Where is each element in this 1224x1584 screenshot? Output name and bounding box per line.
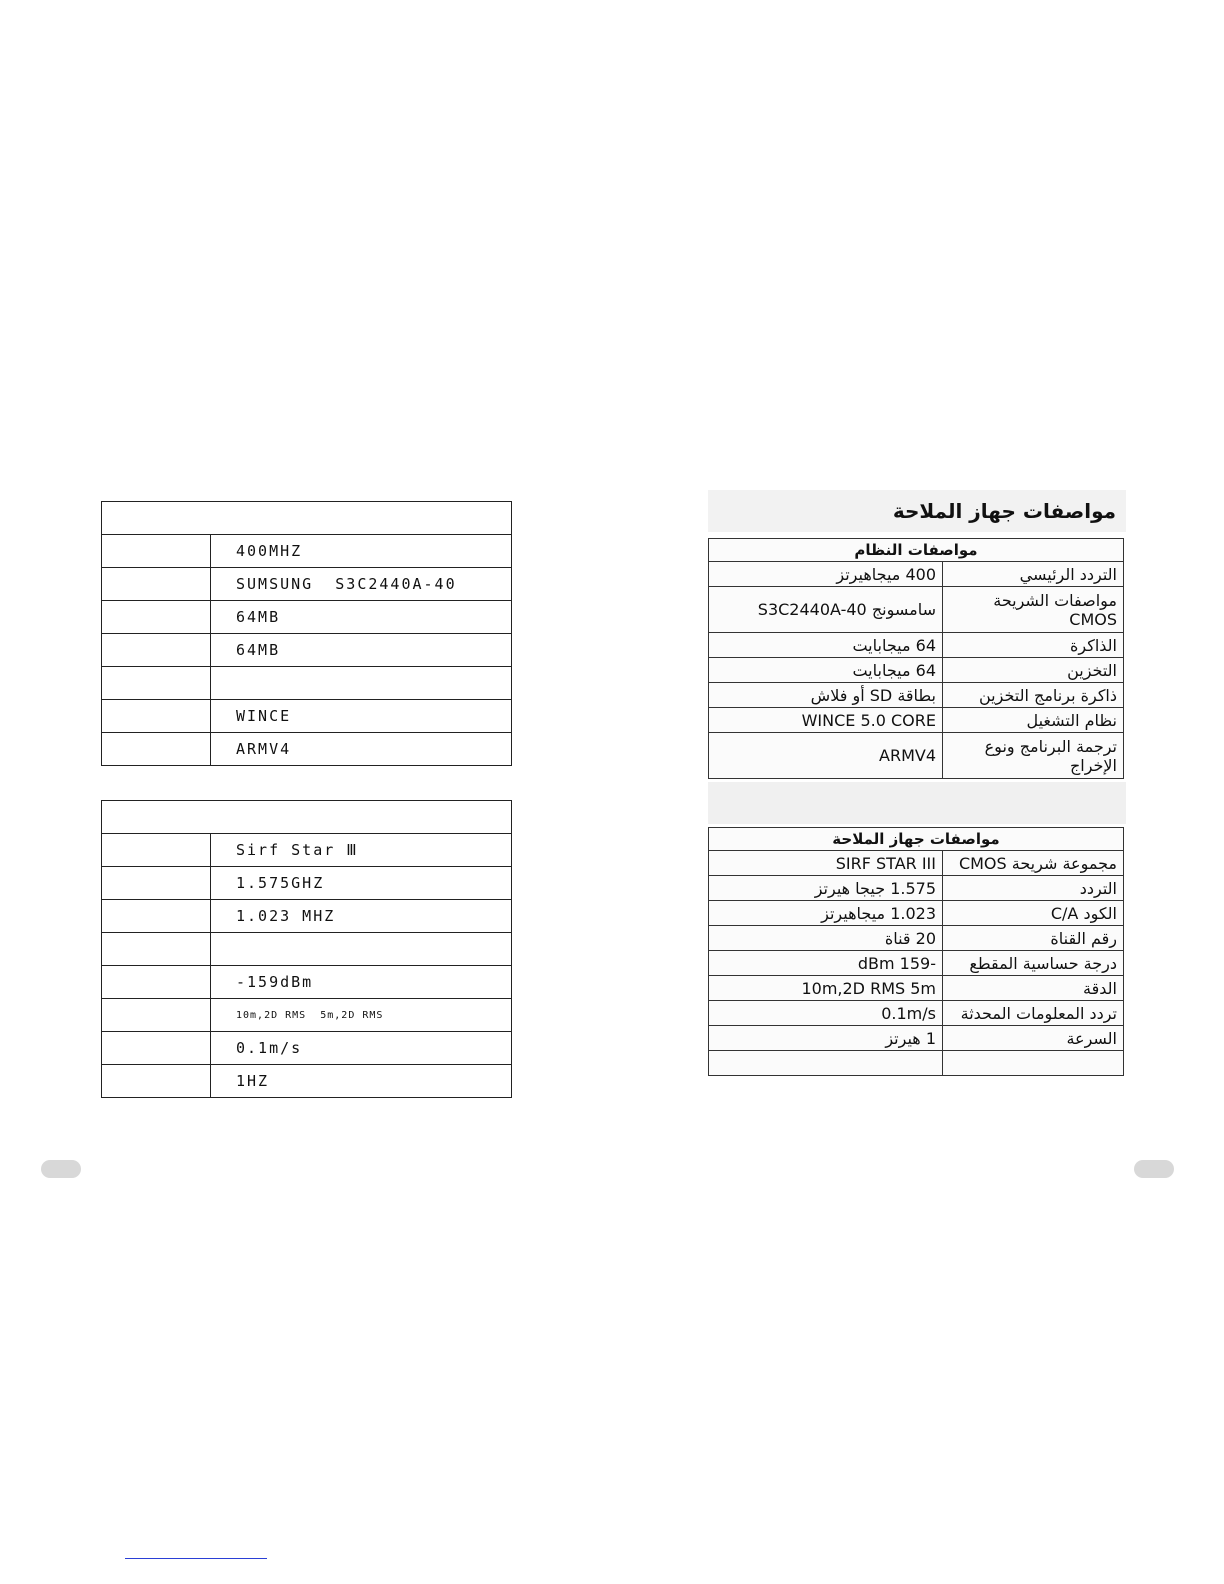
table-cell: -159dBm [211, 966, 512, 999]
table-header: مواصفات جهاز الملاحة [709, 828, 1124, 851]
table-cell [211, 667, 512, 700]
spec-key: الدقة [943, 976, 1124, 1001]
spec-value: 1.575 جيجا هيرتز [709, 876, 943, 901]
footer-underline [125, 1558, 267, 1559]
spec-value: 400 ميجاهيرتز [709, 562, 943, 587]
spec-value: بطاقة SD أو فلاش [709, 683, 943, 708]
table-cell: Sirf Star Ⅲ [211, 834, 512, 867]
system-spec-table-left [101, 501, 512, 766]
table-row [709, 683, 1124, 708]
spec-key: التردد الرئيسي [943, 562, 1124, 587]
table-row [709, 876, 1124, 901]
page-marker-right [1134, 1160, 1174, 1178]
table-row [709, 951, 1124, 976]
table-row [709, 926, 1124, 951]
table-row [709, 1026, 1124, 1051]
page-marker-left [41, 1160, 81, 1178]
table-row [102, 667, 512, 700]
table-row [102, 933, 512, 966]
spec-key: ترجمة البرنامج ونوع الإخراج [943, 733, 1124, 779]
spec-key: التردد [943, 876, 1124, 901]
table-cell: 400MHZ [211, 535, 512, 568]
spec-key: تردد المعلومات المحدثة [943, 1001, 1124, 1026]
table-cell: SUMSUNG S3C2440A-40 [211, 568, 512, 601]
spec-value: سامسونج S3C2440A-40 [709, 587, 943, 633]
table-header [102, 502, 512, 535]
table-cell [211, 933, 512, 966]
spec-value: 10m,2D RMS 5m [709, 976, 943, 1001]
spec-value [709, 1051, 943, 1076]
table-row [709, 708, 1124, 733]
table-row [709, 633, 1124, 658]
spec-value: 64 ميجابايت [709, 633, 943, 658]
page-title: مواصفات جهاز الملاحة [708, 490, 1126, 532]
table-cell: ARMV4 [211, 733, 512, 766]
gps-spec-table-left [101, 800, 512, 1098]
spec-value: 20 قناة [709, 926, 943, 951]
table-header [102, 801, 512, 834]
table-row [709, 562, 1124, 587]
table-cell: 10m,2D RMS 5m,2D RMS [211, 999, 512, 1032]
table-row [102, 1065, 512, 1098]
table-row [102, 900, 512, 933]
table-row [102, 601, 512, 634]
spec-key: الذاكرة [943, 633, 1124, 658]
spec-value: ARMV4 [709, 733, 943, 779]
spec-key: مجموعة شريحة CMOS [943, 851, 1124, 876]
spacer-band [708, 782, 1126, 824]
spec-key: درجة حساسية المقطع [943, 951, 1124, 976]
spec-value: 0.1m/s [709, 1001, 943, 1026]
table-cell: 1.575GHZ [211, 867, 512, 900]
table-row [709, 1051, 1124, 1076]
table-row [102, 867, 512, 900]
spec-value: 64 ميجابايت [709, 658, 943, 683]
spec-key: ذاكرة برنامج التخزين [943, 683, 1124, 708]
table-row [102, 535, 512, 568]
table-row [102, 1032, 512, 1065]
table-cell: 0.1m/s [211, 1032, 512, 1065]
table-row [709, 851, 1124, 876]
table-row [102, 568, 512, 601]
table-cell: 1.023 MHZ [211, 900, 512, 933]
gps-spec-table-right [708, 827, 1124, 1076]
table-cell: 64MB [211, 601, 512, 634]
spec-value: SIRF STAR III [709, 851, 943, 876]
table-row [709, 658, 1124, 683]
table-row [102, 999, 512, 1032]
spec-value: 1.023 ميجاهيرتز [709, 901, 943, 926]
spec-key: نظام التشغيل [943, 708, 1124, 733]
spec-value: WINCE 5.0 CORE [709, 708, 943, 733]
spec-value: -159 dBm [709, 951, 943, 976]
table-row [709, 587, 1124, 633]
table-row [709, 733, 1124, 779]
table-cell: 1HZ [211, 1065, 512, 1098]
table-row [709, 976, 1124, 1001]
table-row [709, 1001, 1124, 1026]
spec-key: التخزين [943, 658, 1124, 683]
spec-key: السرعة [943, 1026, 1124, 1051]
spec-key: الكود C/A [943, 901, 1124, 926]
table-row [102, 634, 512, 667]
table-row [102, 966, 512, 999]
spec-value: 1 هيرتز [709, 1026, 943, 1051]
table-cell: WINCE [211, 700, 512, 733]
spec-key [943, 1051, 1124, 1076]
table-header: مواصفات النظام [709, 539, 1124, 562]
table-cell: 64MB [211, 634, 512, 667]
table-row [102, 733, 512, 766]
system-spec-table-right [708, 538, 1124, 779]
table-row [709, 901, 1124, 926]
spec-key: مواصفات الشريحة CMOS [943, 587, 1124, 633]
table-row [102, 700, 512, 733]
table-row [102, 834, 512, 867]
spec-key: رقم القناة [943, 926, 1124, 951]
